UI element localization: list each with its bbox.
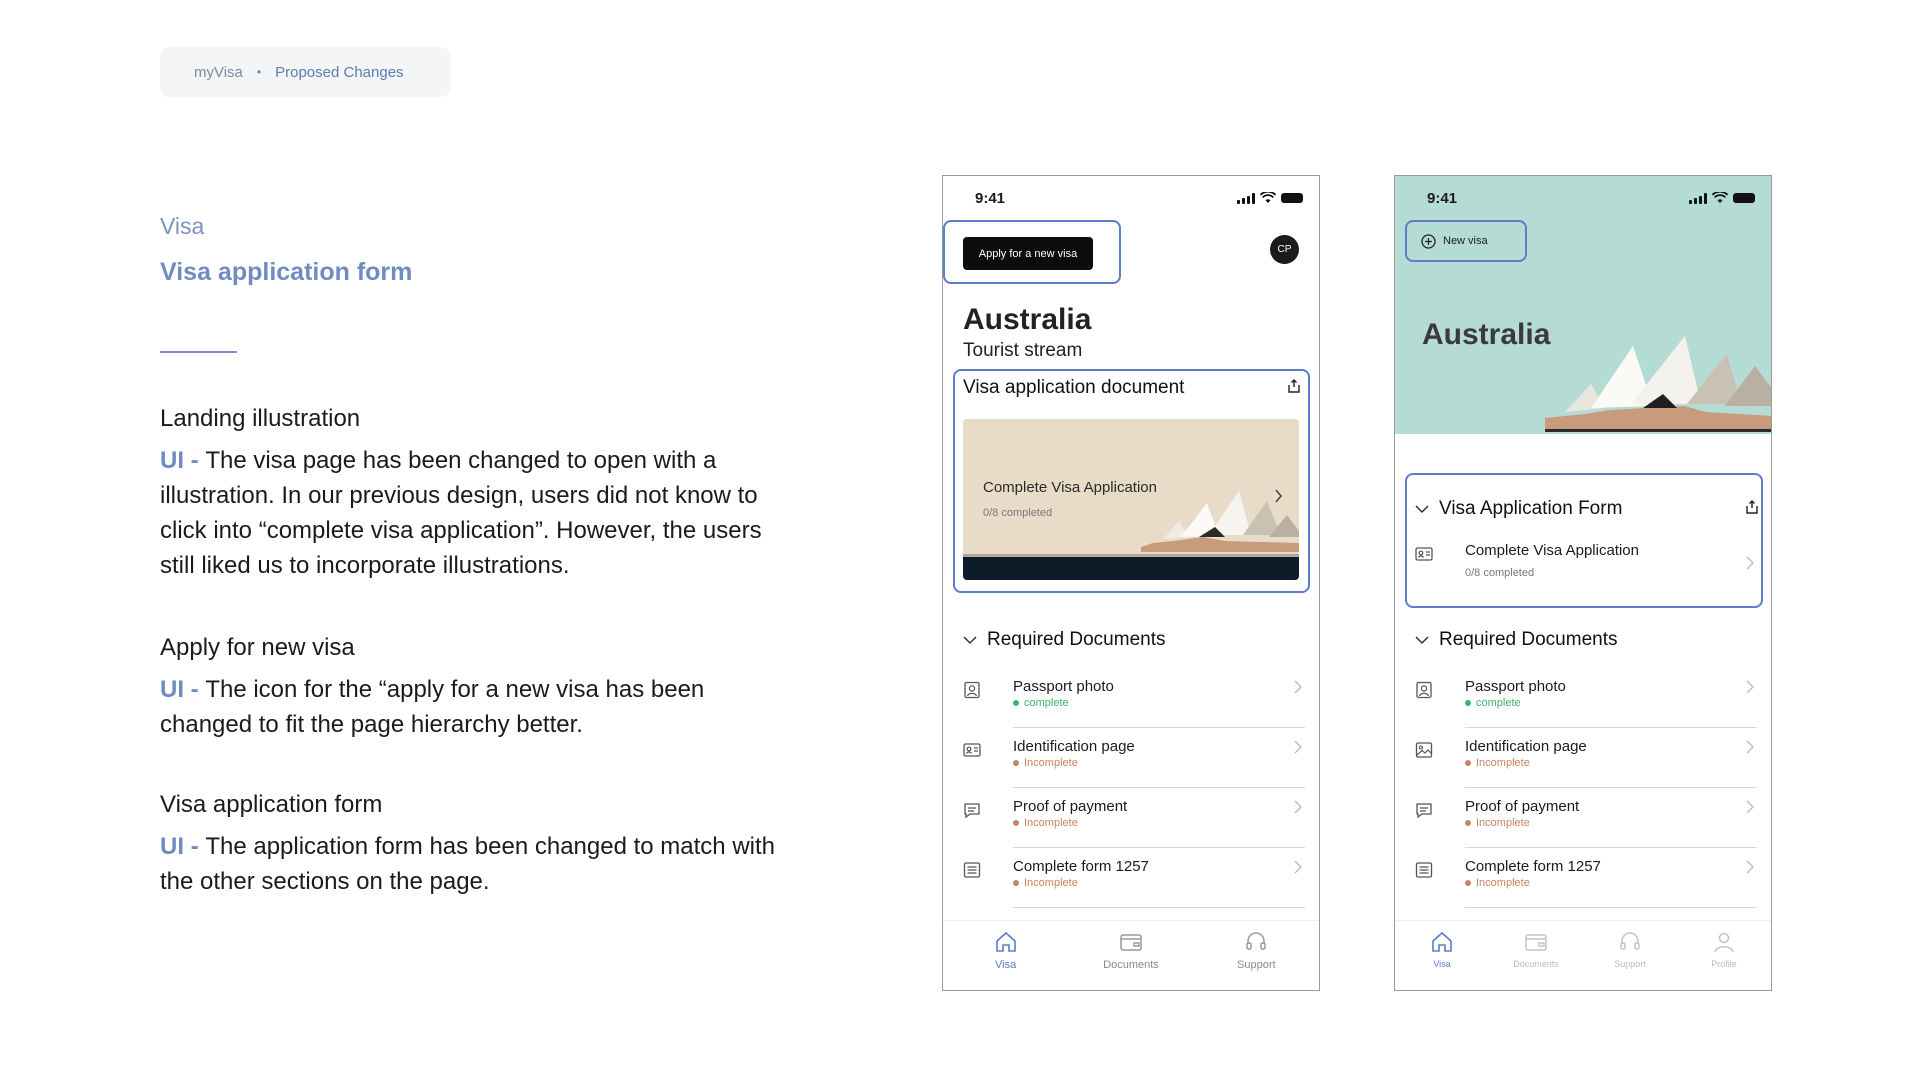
share-icon[interactable] <box>1745 500 1759 514</box>
person-icon <box>1711 929 1737 955</box>
note-landing-illustration <box>160 405 780 583</box>
tab-profile[interactable] <box>1684 929 1764 990</box>
headset-icon <box>1243 929 1269 955</box>
tab-support[interactable] <box>1216 929 1296 990</box>
form-icon <box>1415 861 1433 879</box>
status-dot <box>1465 760 1471 766</box>
status-time: 9:41 <box>975 189 1006 207</box>
wifi-icon <box>1260 192 1276 204</box>
status-text: Incomplete <box>1024 757 1078 769</box>
section-divider <box>160 351 237 353</box>
document-name: Proof of payment <box>1013 798 1128 815</box>
note-body <box>160 672 780 742</box>
document-row[interactable] <box>963 670 1305 728</box>
status-text: complete <box>1476 697 1521 709</box>
home-icon <box>993 929 1019 955</box>
ui-tag: UI - <box>160 833 206 860</box>
id-card-icon <box>963 741 981 759</box>
section-label: Visa <box>160 213 205 239</box>
status-text: complete <box>1024 697 1069 709</box>
note-text: The visa page has been changed to open with a illustration. In our previous design, users did not know to click into “complete visa application”. However, the users still liked us to incorporate illustrations. <box>160 447 762 579</box>
section-title: Visa application form <box>160 258 413 286</box>
opera-house-illustration <box>963 419 1299 580</box>
note-apply-new-visa <box>160 634 780 742</box>
chevron-right-icon <box>1293 800 1303 814</box>
document-row[interactable] <box>963 790 1305 848</box>
share-icon[interactable] <box>1287 379 1301 393</box>
new-visa-button[interactable] <box>1405 220 1527 262</box>
row-divider <box>1465 847 1757 848</box>
image-icon <box>1415 741 1433 759</box>
phone-previous-design <box>942 175 1320 991</box>
note-heading: Apply for new visa <box>160 634 355 661</box>
status-bar <box>1395 176 1771 220</box>
breadcrumb-separator: • <box>256 65 262 79</box>
phone-proposed-design <box>1394 175 1772 991</box>
document-row[interactable] <box>963 850 1305 908</box>
chevron-right-icon <box>1745 740 1755 754</box>
tab-visa[interactable] <box>966 929 1046 990</box>
new-visa-label: New visa <box>1443 235 1488 247</box>
chevron-down-icon <box>1415 635 1429 645</box>
chevron-right-icon <box>1293 860 1303 874</box>
status-dot <box>1013 700 1019 706</box>
form-title: Visa Application Form <box>1439 498 1623 519</box>
portrait-icon <box>963 681 981 699</box>
status-text: Incomplete <box>1476 817 1530 829</box>
required-documents-header[interactable] <box>963 629 1165 651</box>
card-progress: 0/8 completed <box>983 507 1053 519</box>
required-documents-header[interactable] <box>1415 629 1617 651</box>
chevron-right-icon <box>1745 800 1755 814</box>
status-text: Incomplete <box>1024 817 1078 829</box>
document-row[interactable] <box>1415 730 1757 788</box>
document-name: Complete form 1257 <box>1013 858 1149 875</box>
battery-icon <box>1281 193 1303 203</box>
row-divider <box>1013 727 1305 728</box>
chevron-down-icon <box>1415 504 1429 514</box>
avatar[interactable]: CP <box>1270 235 1299 264</box>
note-heading: Visa application form <box>160 791 383 818</box>
status-dot <box>1465 820 1471 826</box>
bottom-tab-bar <box>1395 920 1771 990</box>
chevron-right-icon <box>1745 680 1755 694</box>
row-divider <box>1465 727 1757 728</box>
document-status <box>1013 877 1078 889</box>
wallet-icon <box>1523 929 1549 955</box>
tab-label: Support <box>1614 959 1646 969</box>
required-documents-title: Required Documents <box>987 629 1166 650</box>
document-name: Passport photo <box>1013 678 1114 695</box>
status-text: Incomplete <box>1476 877 1530 889</box>
chevron-right-icon <box>1274 489 1283 503</box>
row-divider <box>1013 787 1305 788</box>
document-row[interactable] <box>1415 790 1757 848</box>
chevron-right-icon <box>1293 740 1303 754</box>
receipt-icon <box>1415 801 1433 819</box>
document-row[interactable] <box>963 730 1305 788</box>
status-dot <box>1013 820 1019 826</box>
signal-icon <box>1689 193 1707 204</box>
document-row[interactable] <box>1415 670 1757 728</box>
complete-application-row[interactable] <box>1415 534 1757 592</box>
card-main-label: Complete Visa Application <box>983 479 1157 496</box>
tab-label: Visa <box>1433 959 1451 969</box>
ui-tag: UI - <box>160 447 206 474</box>
document-status <box>1013 697 1069 709</box>
note-visa-application-form <box>160 791 780 899</box>
form-icon <box>963 861 981 879</box>
country-title: Australia <box>1422 318 1551 351</box>
wifi-icon <box>1712 192 1728 204</box>
chevron-right-icon <box>1745 860 1755 874</box>
note-text: The icon for the “apply for a new visa has been changed to fit the page hierarchy better. <box>160 676 705 738</box>
ui-tag: UI - <box>160 676 206 703</box>
chevron-down-icon <box>963 635 977 645</box>
country-title: Australia <box>963 303 1092 336</box>
portrait-icon <box>1415 681 1433 699</box>
home-icon <box>1429 929 1455 955</box>
breadcrumb <box>160 47 451 97</box>
tab-label: Support <box>1237 959 1276 971</box>
document-status <box>1465 757 1530 769</box>
form-header[interactable] <box>1415 498 1622 520</box>
tab-documents[interactable] <box>1496 929 1576 990</box>
note-body <box>160 443 780 583</box>
status-time: 9:41 <box>1427 189 1458 207</box>
document-status <box>1013 757 1078 769</box>
document-row[interactable] <box>1415 850 1757 908</box>
row-divider <box>1013 907 1305 908</box>
signal-icon <box>1237 193 1255 204</box>
required-documents-title: Required Documents <box>1439 629 1618 650</box>
status-bar <box>943 176 1319 220</box>
document-name: Proof of payment <box>1465 798 1580 815</box>
document-status <box>1013 817 1078 829</box>
row-divider <box>1465 787 1757 788</box>
document-status <box>1465 817 1530 829</box>
breadcrumb-app[interactable]: myVisa <box>194 63 243 81</box>
bottom-tab-bar <box>943 920 1319 990</box>
form-main-label: Complete Visa Application <box>1465 542 1639 559</box>
row-divider <box>1465 907 1757 908</box>
wallet-icon <box>1118 929 1144 955</box>
receipt-icon <box>963 801 981 819</box>
document-name: Identification page <box>1465 738 1587 755</box>
id-card-icon <box>1415 545 1433 563</box>
breadcrumb-page[interactable]: Proposed Changes <box>275 63 404 81</box>
status-icons <box>1237 192 1303 204</box>
complete-application-card[interactable] <box>963 419 1299 580</box>
form-progress: 0/8 completed <box>1465 567 1535 579</box>
document-name: Complete form 1257 <box>1465 858 1601 875</box>
headset-icon <box>1617 929 1643 955</box>
stream-subtitle: Tourist stream <box>963 340 1083 361</box>
document-name: Passport photo <box>1465 678 1566 695</box>
tab-label: Profile <box>1711 959 1737 969</box>
plus-circle-icon <box>1421 234 1436 249</box>
note-heading: Landing illustration <box>160 405 361 432</box>
tab-support[interactable] <box>1590 929 1670 990</box>
row-divider <box>1013 847 1305 848</box>
battery-icon <box>1733 193 1755 203</box>
status-text: Incomplete <box>1024 877 1078 889</box>
document-name: Identification page <box>1013 738 1135 755</box>
status-dot <box>1465 880 1471 886</box>
chevron-right-icon <box>1293 680 1303 694</box>
note-text: The application form has been changed to match with the other sections on the page. <box>160 833 775 895</box>
chevron-right-icon <box>1745 556 1755 570</box>
apply-new-visa-button[interactable]: Apply for a new visa <box>963 237 1093 270</box>
status-dot <box>1465 700 1471 706</box>
document-status <box>1465 877 1530 889</box>
tab-label: Visa <box>995 959 1017 971</box>
note-body <box>160 829 780 899</box>
status-icons <box>1689 192 1755 204</box>
tab-label: Documents <box>1103 959 1159 971</box>
status-dot <box>1013 760 1019 766</box>
tab-documents[interactable] <box>1091 929 1171 990</box>
status-dot <box>1013 880 1019 886</box>
document-status <box>1465 697 1521 709</box>
tab-visa[interactable] <box>1402 929 1482 990</box>
status-text: Incomplete <box>1476 757 1530 769</box>
document-card-title: Visa application document <box>963 377 1185 398</box>
tab-label: Documents <box>1513 959 1559 969</box>
